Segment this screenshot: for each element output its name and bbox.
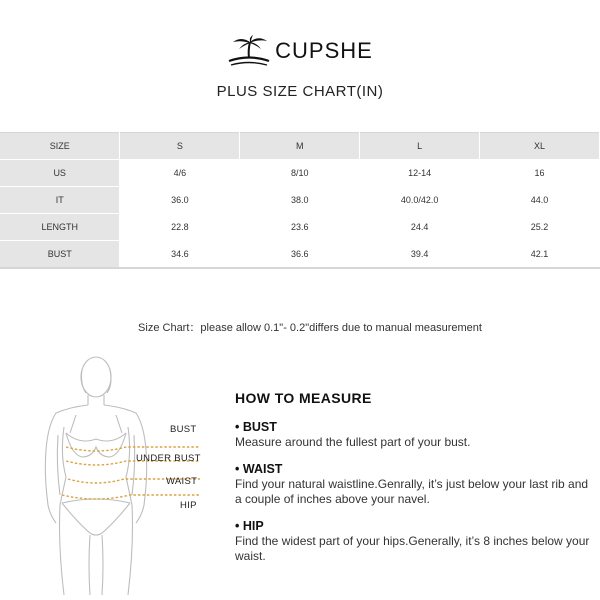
brand-name: CUPSHE [275, 38, 373, 63]
table-cell: 8/10 [240, 160, 360, 187]
table-cell: 12-14 [360, 160, 480, 187]
table-cell: 24.4 [360, 214, 480, 241]
header-cell: M [240, 133, 360, 160]
table-cell: 44.0 [480, 187, 600, 214]
row-label: BUST [0, 241, 120, 269]
chart-title: PLUS SIZE CHART(IN) [216, 83, 384, 100]
measure-item-title: • BUST [235, 420, 277, 434]
table-cell: 42.1 [480, 241, 600, 269]
table-cell: 36.6 [240, 241, 360, 269]
under-bust-label: UNDER BUST [136, 453, 201, 464]
table-row [0, 160, 600, 187]
measure-item-title: • WAIST [235, 462, 283, 476]
body-measurement-figure [30, 355, 210, 595]
row-label: IT [0, 187, 120, 214]
table-cell: 40.0/42.0 [360, 187, 480, 214]
table-cell: 4/6 [120, 160, 240, 187]
bust-label: BUST [170, 424, 197, 435]
row-label: LENGTH [0, 214, 120, 241]
measure-item-title: • HIP [235, 519, 264, 533]
brand-logo [0, 34, 600, 68]
how-to-measure-section [235, 390, 595, 576]
header-cell: XL [480, 133, 600, 160]
bust-measure-line [66, 447, 200, 451]
row-label: US [0, 160, 120, 187]
table-cell: 16 [480, 160, 600, 187]
table-row [0, 241, 600, 269]
size-chart-table [0, 132, 600, 269]
measure-item-desc: Find the widest part of your hips.Generally, it’s 8 inches below your waist. [235, 534, 590, 563]
table-cell: 23.6 [240, 214, 360, 241]
table-cell: 25.2 [480, 214, 600, 241]
table-cell: 38.0 [240, 187, 360, 214]
how-to-measure-title: HOW TO MEASURE [235, 390, 372, 406]
header-cell: SIZE [0, 133, 120, 160]
measure-item-waist [235, 462, 595, 507]
palm-tree-island-icon [227, 34, 271, 68]
measure-item-desc: Measure around the fullest part of your bust. [235, 435, 471, 449]
table-header-row [0, 133, 600, 160]
header-cell: S [120, 133, 240, 160]
waist-label: WAIST [166, 476, 198, 487]
table-cell: 39.4 [360, 241, 480, 269]
measure-item-bust [235, 420, 595, 450]
hip-label: HIP [180, 500, 197, 511]
table-cell: 36.0 [120, 187, 240, 214]
size-chart-note: Size Chart：please allow 0.1"- 0.2"differs due to manual measurement [138, 322, 482, 334]
table-row [0, 214, 600, 241]
table-row [0, 187, 600, 214]
body-silhouette-icon [30, 355, 210, 595]
measure-item-desc: Find your natural waistline.Genrally, it’s just below your last rib and a couple of inches above your navel. [235, 477, 589, 506]
header-cell: L [360, 133, 480, 160]
table-cell: 34.6 [120, 241, 240, 269]
measure-item-hip [235, 519, 595, 564]
table-cell: 22.8 [120, 214, 240, 241]
